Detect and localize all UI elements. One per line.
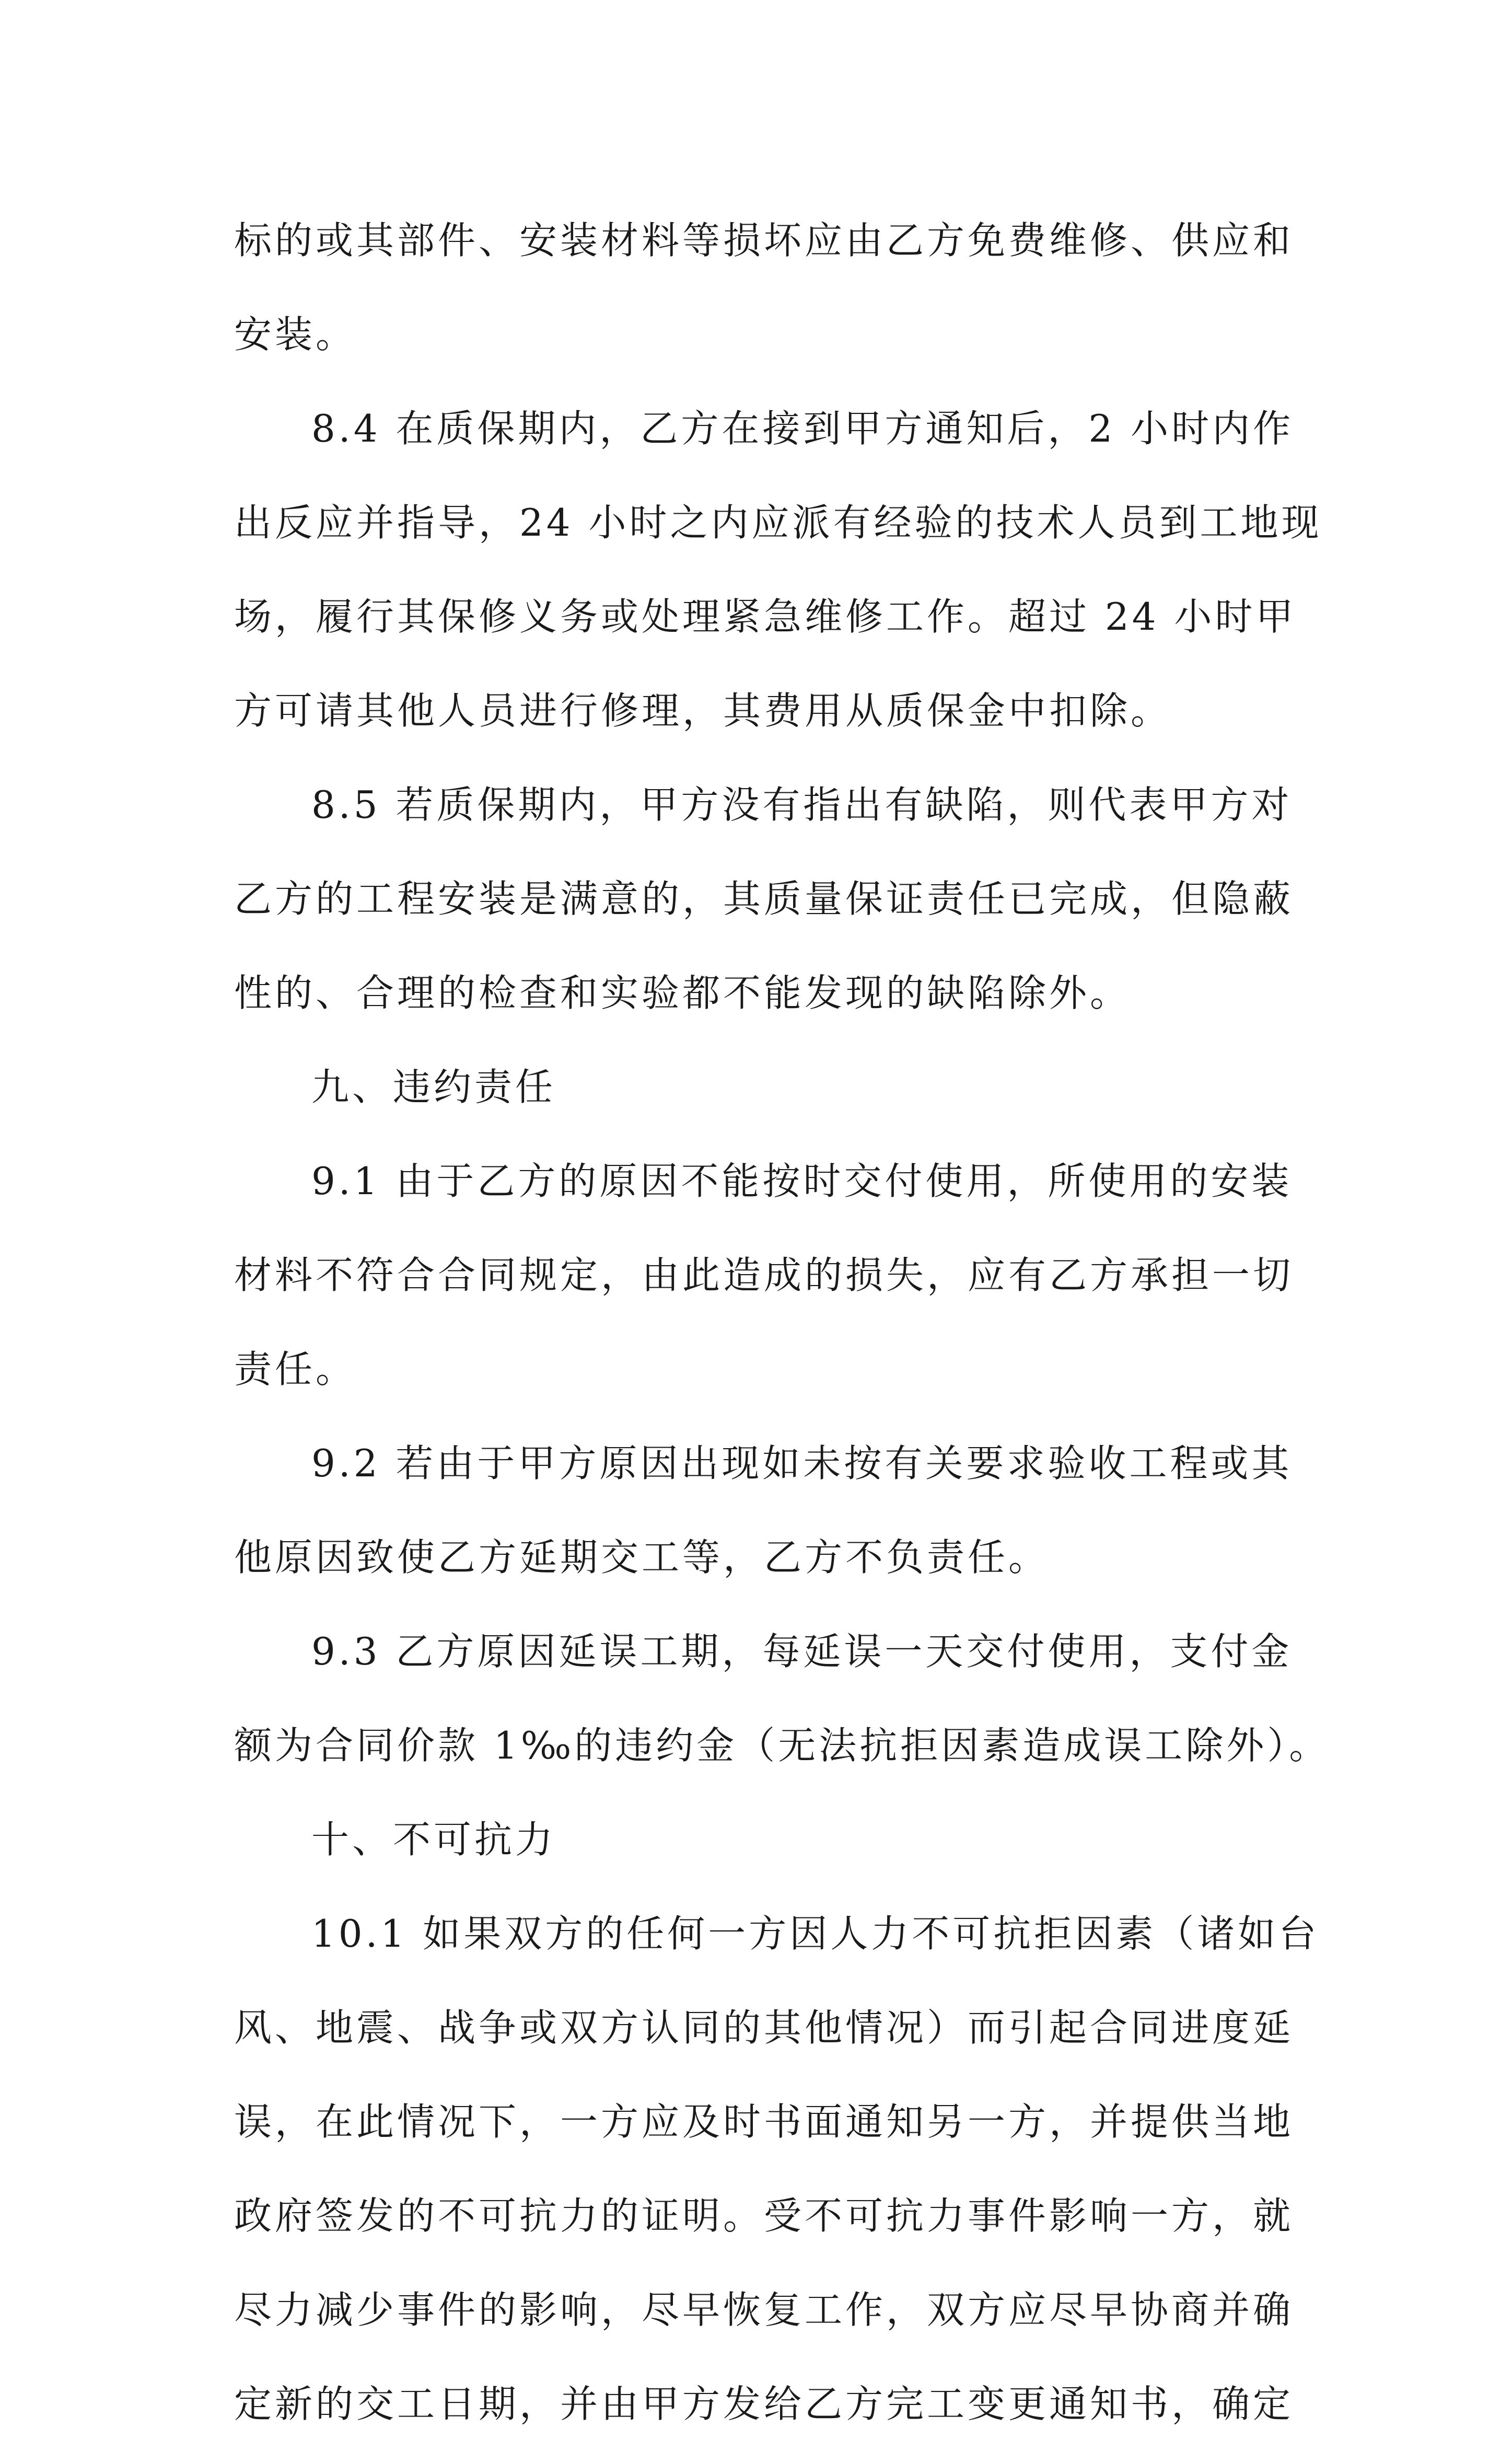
text-line: 8.5 若质保期内，甲方没有指出有缺陷，则代表甲方对 (311, 783, 1293, 827)
text-line: 政府签发的不可抗力的证明。受不可抗力事件影响一方，就 (234, 2194, 1294, 2238)
text-line: 9.1 由于乙方的原因不能按时交付使用，所使用的安装 (311, 1159, 1293, 1203)
text-line: 风、地震、战争或双方认同的其他情况）而引起合同进度延 (234, 2006, 1294, 2050)
text-line: 9.3 乙方原因延误工期，每延误一天交付使用，支付金 (311, 1629, 1293, 1673)
section-heading: 十、不可抗力 (311, 1818, 556, 1862)
text-line: 额为合同价款 1‰的违约金（无法抗拒因素造成误工除外）。 (234, 1724, 1330, 1767)
text-line: 场，履行其保修义务或处理紧急维修工作。超过 24 小时甲 (234, 595, 1297, 639)
text-line: 性的、合理的检查和实验都不能发现的缺陷除外。 (234, 971, 1131, 1015)
text-line: 材料不符合合同规定，由此造成的损失，应有乙方承担一切 (234, 1253, 1294, 1297)
text-line: 定新的交工日期，并由甲方发给乙方完工变更通知书，确定 (234, 2382, 1294, 2426)
text-line: 他原因致使乙方延期交工等，乙方不负责任。 (234, 1535, 1050, 1579)
text-line: 8.4 在质保期内，乙方在接到甲方通知后，2 小时内作 (311, 407, 1294, 450)
text-line: 标的或其部件、安装材料等损坏应由乙方免费维修、供应和 (234, 218, 1294, 262)
text-line: 9.2 若由于甲方原因出现如未按有关要求验收工程或其 (311, 1441, 1293, 1485)
section-heading: 九、违约责任 (311, 1065, 556, 1109)
text-line: 方可请其他人员进行修理，其费用从质保金中扣除。 (234, 689, 1172, 733)
text-line: 出反应并指导，24 小时之内应派有经验的技术人员到工地现 (234, 501, 1322, 545)
text-line: 误，在此情况下，一方应及时书面通知另一方，并提供当地 (234, 2100, 1294, 2144)
text-line: 乙方的工程安装是满意的，其质量保证责任已完成，但隐蔽 (234, 877, 1294, 921)
text-line: 10.1 如果双方的任何一方因人力不可抗拒因素（诸如台 (311, 1912, 1320, 1956)
document-body (234, 193, 1330, 2451)
text-line: 责任。 (234, 1347, 357, 1391)
text-line: 安装。 (234, 313, 357, 356)
text-line: 尽力减少事件的影响，尽早恢复工作，双方应尽早协商并确 (234, 2288, 1294, 2332)
